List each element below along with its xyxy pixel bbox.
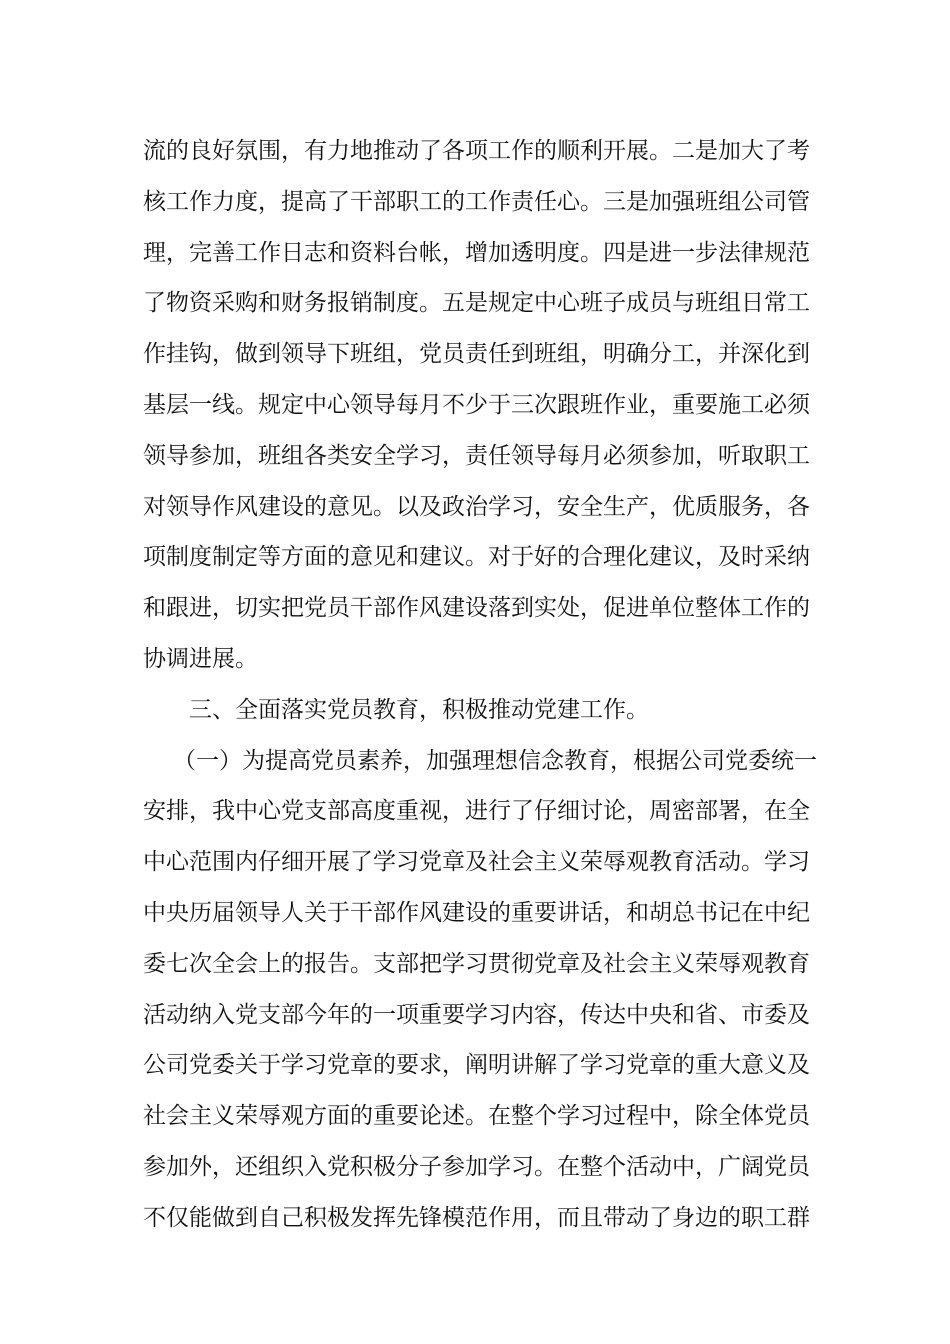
- paragraph-2-line-1: （一）为提高党员素养，加强理想信念教育，根据公司党委统一: [173, 747, 817, 774]
- paragraph-2-line-7: 公司党委关于学习党章的要求，阐明讲解了学习党章的重大意义及: [143, 1052, 810, 1079]
- paragraph-1-line-3: 理，完善工作日志和资料台帐，增加透明度。四是进一步法律规范: [143, 239, 810, 266]
- paragraph-2-line-10: 不仅能做到自己积极发挥先锋模范作用，而且带动了身边的职工群: [143, 1204, 810, 1231]
- paragraph-2-line-3: 中心范围内仔细开展了学习党章及社会主义荣辱观教育活动。学习: [143, 849, 810, 876]
- paragraph-1-line-8: 对领导作风建设的意见。以及政治学习，安全生产，优质服务，各: [143, 493, 810, 520]
- paragraph-1-line-11: 协调进展。: [143, 645, 258, 672]
- paragraph-1-line-5: 作挂钩，做到领导下班组，党员责任到班组，明确分工，并深化到: [143, 341, 810, 368]
- paragraph-1-line-6: 基层一线。规定中心领导每月不少于三次跟班作业，重要施工必须: [143, 391, 810, 418]
- paragraph-2-line-9: 参加外，还组织入党积极分子参加学习。在整个活动中，广阔党员: [143, 1153, 810, 1180]
- paragraph-2-line-5: 委七次全会上的报告。支部把学习贯彻党章及社会主义荣辱观教育: [143, 950, 810, 977]
- paragraph-1-line-9: 项制度制定等方面的意见和建议。对于好的合理化建议，及时采纳: [143, 544, 810, 571]
- paragraph-2-line-2: 安排，我中心党支部高度重视，进行了仔细讨论，周密部署，在全: [143, 798, 810, 825]
- document-body: [143, 126, 817, 1244]
- paragraph-2-line-8: 社会主义荣辱观方面的重要论述。在整个学习过程中，除全体党员: [143, 1103, 810, 1130]
- paragraph-1-line-10: 和跟进，切实把党员干部作风建设落到实处，促进单位整体工作的: [143, 595, 810, 622]
- paragraph-1-line-2: 核工作力度，提高了干部职工的工作责任心。三是加强班组公司管: [143, 188, 810, 215]
- paragraph-1-line-4: 了物资采购和财务报销制度。五是规定中心班子成员与班组日常工: [143, 290, 810, 317]
- paragraph-1-line-1: 流的良好氛围，有力地推动了各项工作的顺利开展。二是加大了考: [143, 138, 810, 164]
- paragraph-2-line-4: 中央历届领导人关于干部作风建设的重要讲话，和胡总书记在中纪: [143, 899, 810, 926]
- paragraph-2-line-6: 活动纳入党支部今年的一项重要学习内容，传达中央和省、市委及: [143, 1001, 810, 1028]
- section-heading-3: 三、全面落实党员教育，积极推动党建工作。: [189, 696, 649, 723]
- paragraph-1-line-7: 领导参加，班组各类安全学习，责任领导每月必须参加，听取职工: [143, 442, 810, 469]
